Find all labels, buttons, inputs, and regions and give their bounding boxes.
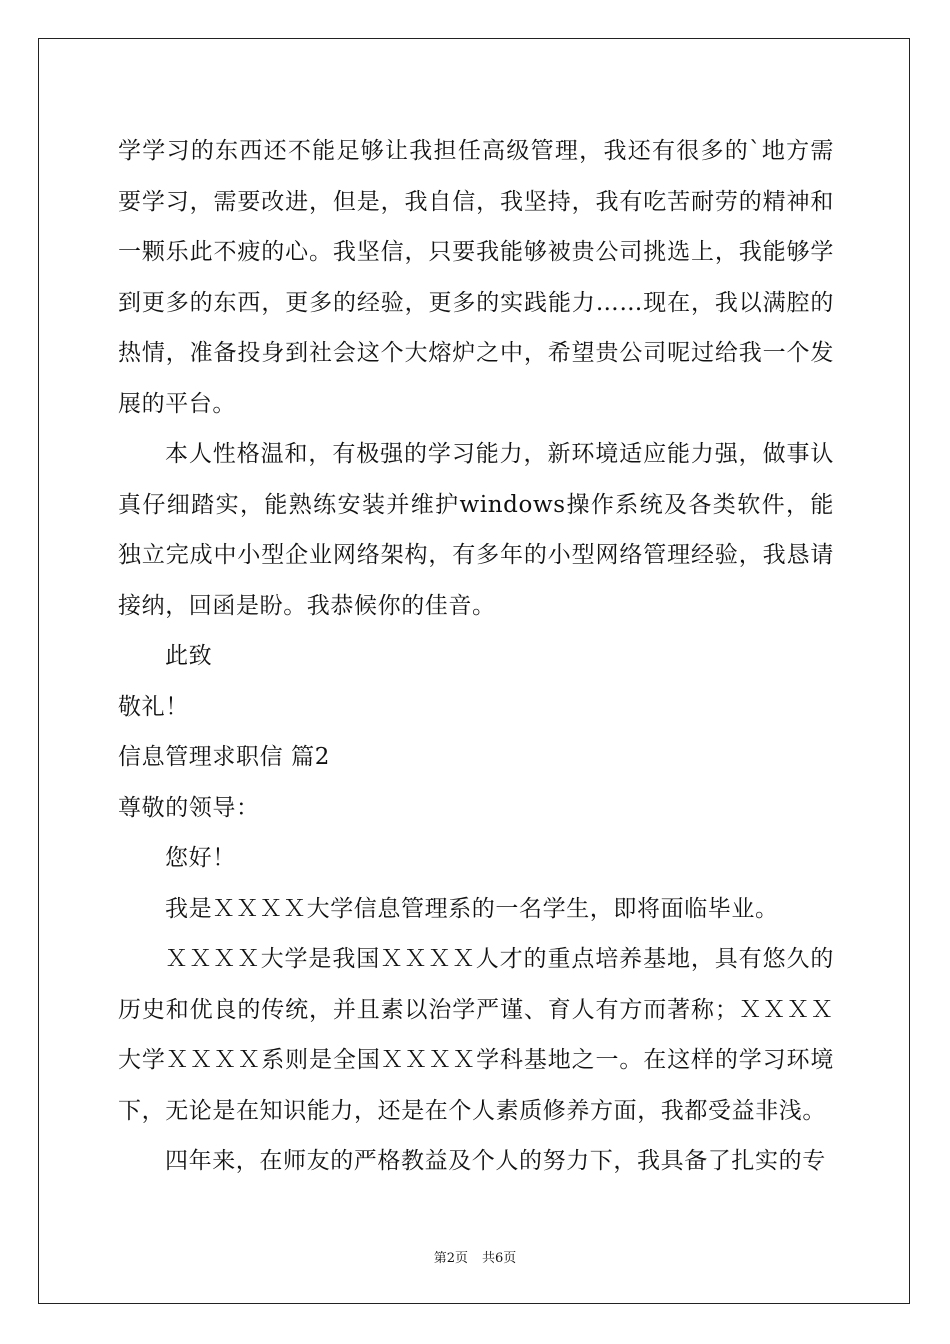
paragraph-continuation: 学学习的东西还不能足够让我担任高级管理，我还有很多的`地方需要学习，需要改进，但是，我自信，我坚持，我有吃苦耐劳的精神和一颗乐此不疲的心。我坚信，只要我能够被贵公司挑选上，我能够学到更多的东西，更多的经验，更多的实践能力……现在，我以满腔的热情，准备投身到社会这个大熔炉之中，希望贵公司呢过给我一个发展的平台。 [118, 138, 834, 417]
section-title: 信息管理求职信 篇2 [118, 744, 330, 770]
document-body [118, 126, 834, 1187]
closing-salutation: 此致 [165, 643, 213, 669]
paragraph-self-intro: 本人性格温和，有极强的学习能力，新环境适应能力强，做事认真仔细踏实，能熟练安装并维护windows操作系统及各类软件，能独立完成中小型企业网络架构，有多年的小型网络管理经验，我恳请接纳，回函是盼。我恭候你的佳音。 [118, 441, 834, 619]
greeting-hello: 您好！ [165, 845, 236, 871]
paragraph-four-years: 四年来，在师友的严格教益及个人的努力下，我具备了扎实的专 [165, 1148, 826, 1174]
paragraph-university: ＸＸＸＸ大学是我国ＸＸＸＸ人才的重点培养基地，具有悠久的历史和优良的传统，并且素以治学严谨、育人有方而著称；ＸＸＸＸ大学ＸＸＸＸ系则是全国ＸＸＸＸ学科基地之一。在这样的学习环境下，无论是在知识能力，还是在个人素质修养方面，我都受益非浅。 [118, 946, 834, 1124]
greeting-recipient: 尊敬的领导： [118, 794, 260, 821]
page-footer [0, 1247, 950, 1266]
closing-regards: 敬礼！ [118, 693, 189, 720]
page-total: 共6页 [482, 1251, 517, 1266]
page-number: 第2页 [433, 1251, 468, 1266]
paragraph-intro: 我是ＸＸＸＸ大学信息管理系的一名学生，即将面临毕业。 [165, 895, 779, 922]
